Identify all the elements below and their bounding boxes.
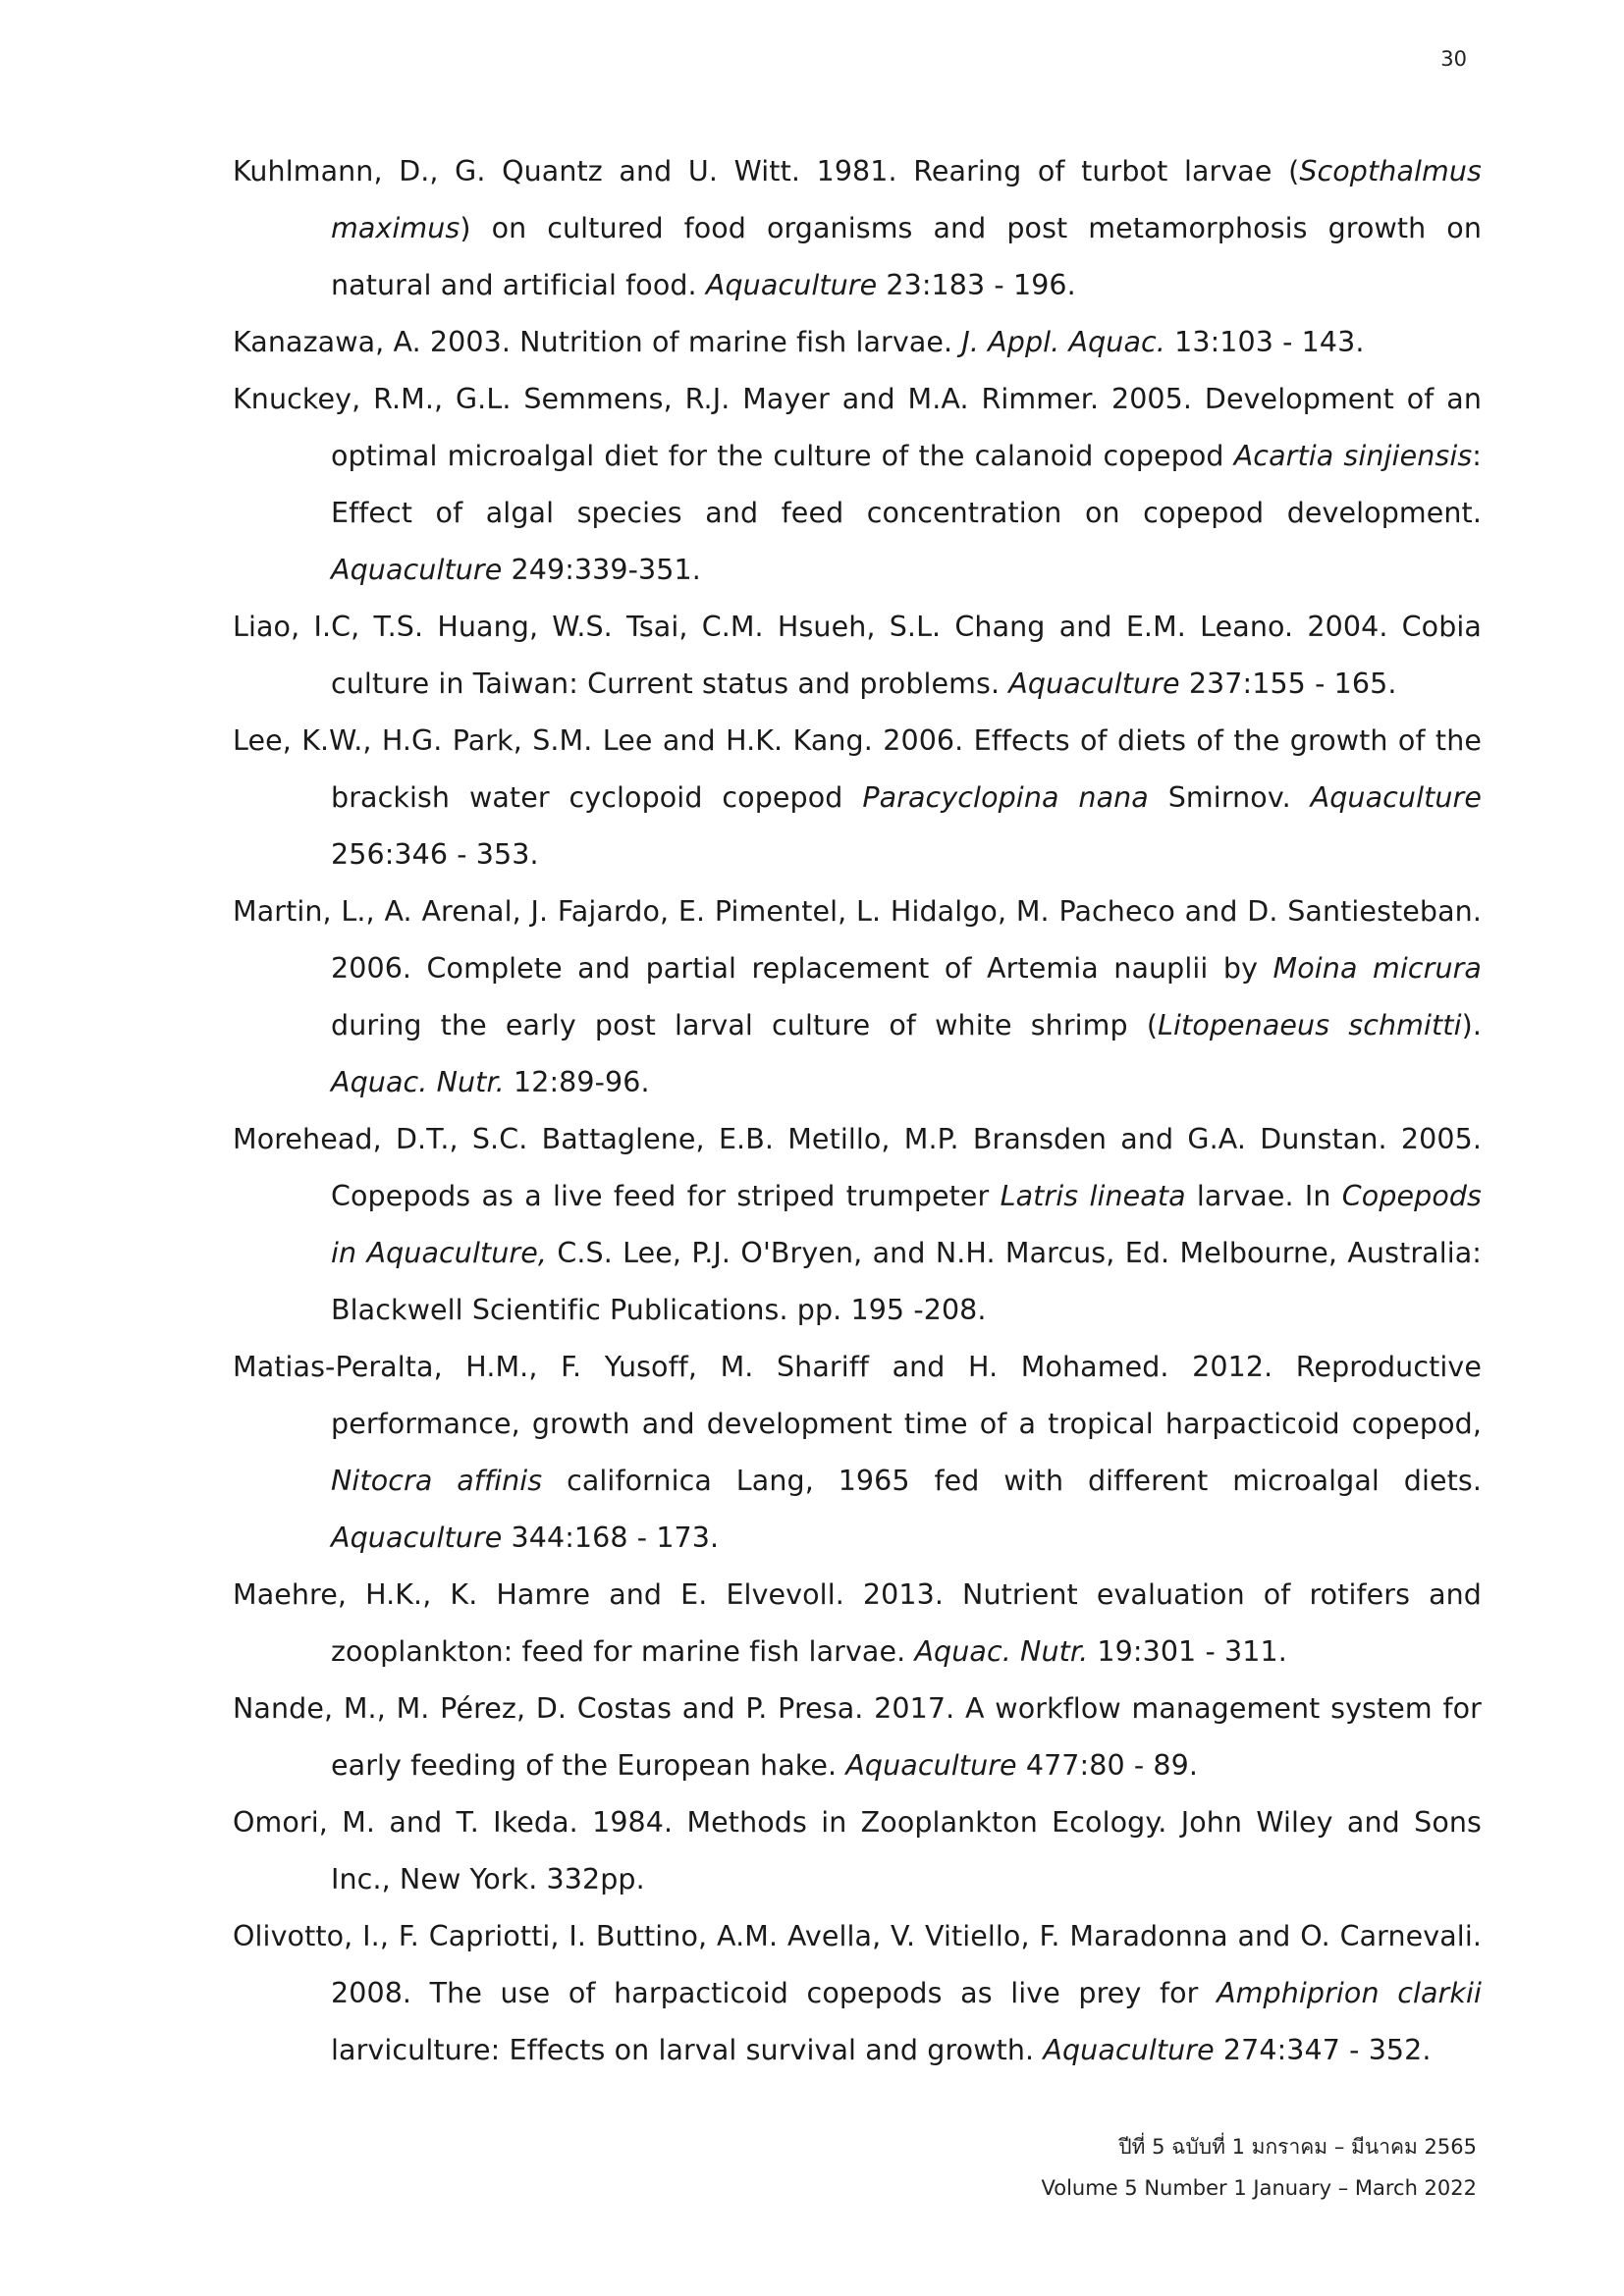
reference-italic-text: Acartia sinjiensis	[1233, 440, 1473, 472]
reference-text: 477:80 - 89.	[1016, 1749, 1199, 1782]
footer-issue-thai: ปีที่ 5 ฉบับที่ 1 มกราคม – มีนาคม 2565	[1118, 2135, 1477, 2159]
reference-text: Morehead, D.T., S.C. Battaglene, E.B. Metillo, M.P. Bransden and G.A. Dunstan. 2005. Copepods as a live feed for striped trumpeter	[233, 1123, 1482, 1212]
reference-italic-text: Aquaculture	[1310, 781, 1482, 814]
reference-italic-text: Litopenaeus schmitti	[1158, 1009, 1462, 1041]
reference-text: Liao, I.C, T.S. Huang, W.S. Tsai, C.M. Hsueh, S.L. Chang and E.M. Leano. 2004. Cobia culture in Taiwan: Current status and problems.	[233, 611, 1482, 700]
reference-text: Smirnov.	[1148, 781, 1311, 814]
reference-text: Matias-Peralta, H.M., F. Yusoff, M. Shariff and H. Mohamed. 2012. Reproductive performance, growth and development time of a tropical harpacticoid copepod,	[233, 1351, 1482, 1440]
reference-entry	[233, 1567, 1482, 1681]
reference-text: 19:301 - 311.	[1088, 1635, 1287, 1668]
reference-text: Maehre, H.K., K. Hamre and E. Elvevoll. 2013. Nutrient evaluation of rotifers and zooplankton: feed for marine fish larvae.	[233, 1578, 1482, 1668]
reference-text: larvae. In	[1185, 1180, 1342, 1212]
reference-italic-text: Aquac. Nutr.	[914, 1635, 1089, 1668]
reference-text: Martin, L., A. Arenal, J. Fajardo, E. Pimentel, L. Hidalgo, M. Pacheco and D. Santiesteban. 2006. Complete and partial replacement of Artemia nauplii by	[233, 895, 1482, 985]
reference-text: Lee, K.W., H.G. Park, S.M. Lee and H.K. Kang. 2006. Effects of diets of the growth of the brackish water cyclopoid copepod	[233, 724, 1482, 814]
reference-entry	[233, 1908, 1482, 2079]
reference-italic-text: Paracyclopina nana	[862, 781, 1149, 814]
reference-text: ) on cultured food organisms and post metamorphosis growth on natural and artificial food.	[331, 212, 1482, 301]
reference-text: 12:89-96.	[504, 1066, 650, 1098]
reference-italic-text: Aquaculture	[331, 554, 503, 586]
reference-entry	[233, 1794, 1482, 1908]
reference-text: 256:346 - 353.	[331, 838, 539, 871]
reference-text: : Effect of algal species and feed concentration on copepod development.	[331, 440, 1482, 529]
reference-text: 274:347 - 352.	[1214, 2034, 1432, 2066]
reference-text: Kanazawa, A. 2003. Nutrition of marine fish larvae.	[233, 326, 962, 358]
reference-italic-text: Amphiprion clarkii	[1217, 1977, 1483, 2009]
reference-text: during the early post larval culture of white shrimp (	[331, 1009, 1159, 1041]
reference-text: Nande, M., M. Pérez, D. Costas and P. Presa. 2017. A workflow management system for early feeding of the European hake.	[233, 1692, 1482, 1782]
reference-text: Omori, M. and T. Ikeda. 1984. Methods in Zooplankton Ecology. John Wiley and Sons Inc., New York. 332pp.	[233, 1806, 1482, 1896]
reference-text: 249:339-351.	[502, 554, 701, 586]
reference-text: 23:183 - 196.	[877, 269, 1076, 301]
reference-entry	[233, 371, 1482, 599]
reference-text: 237:155 - 165.	[1179, 667, 1397, 700]
reference-italic-text: Aquaculture	[705, 269, 878, 301]
reference-italic-text: Aquac. Nutr.	[331, 1066, 505, 1098]
reference-entry	[233, 1339, 1482, 1567]
footer-issue-english: Volume 5 Number 1 January – March 2022	[1041, 2176, 1477, 2200]
reference-italic-text: Latris lineata	[1000, 1180, 1186, 1212]
reference-italic-text: Aquaculture	[1008, 667, 1180, 700]
reference-list	[233, 143, 1482, 2079]
reference-entry	[233, 314, 1482, 371]
reference-text: 344:168 - 173.	[502, 1522, 720, 1554]
reference-italic-text: Aquaculture	[1043, 2034, 1215, 2066]
reference-text: 13:103 - 143.	[1164, 326, 1365, 358]
reference-entry	[233, 883, 1482, 1111]
reference-text: Knuckey, R.M., G.L. Semmens, R.J. Mayer and M.A. Rimmer. 2005. Development of an optimal microalgal diet for the culture of the calanoid copepod	[233, 383, 1482, 472]
reference-italic-text: Nitocra affinis	[331, 1465, 543, 1497]
reference-text: Kuhlmann, D., G. Quantz and U. Witt. 1981. Rearing of turbot larvae (	[233, 155, 1300, 187]
reference-entry	[233, 1681, 1482, 1794]
reference-text: C.S. Lee, P.J. O'Bryen, and N.H. Marcus, Ed. Melbourne, Australia: Blackwell Scientific Publications. pp. 195 -208.	[331, 1237, 1483, 1326]
reference-italic-text: Moina micrura	[1272, 952, 1482, 985]
reference-entry	[233, 599, 1482, 713]
reference-italic-text: Copepods in Aquaculture,	[331, 1180, 1483, 1269]
reference-entry	[233, 143, 1482, 314]
reference-italic-text: J. Appl. Aquac.	[961, 326, 1165, 358]
reference-text: larviculture: Effects on larval survival and growth.	[331, 2034, 1044, 2066]
page-number: 30	[1440, 47, 1467, 71]
reference-text: ).	[1461, 1009, 1482, 1041]
reference-italic-text: Scopthalmus maximus	[331, 155, 1482, 244]
reference-text: californica Lang, 1965 fed with different microalgal diets.	[542, 1465, 1482, 1497]
reference-italic-text: Aquaculture	[845, 1749, 1017, 1782]
reference-italic-text: Aquaculture	[331, 1522, 503, 1554]
reference-entry	[233, 1111, 1482, 1339]
reference-entry	[233, 713, 1482, 883]
reference-text: Olivotto, I., F. Capriotti, I. Buttino, A.M. Avella, V. Vitiello, F. Maradonna and O. Carnevali. 2008. The use of harpacticoid copepods as live prey for	[233, 1920, 1482, 2009]
